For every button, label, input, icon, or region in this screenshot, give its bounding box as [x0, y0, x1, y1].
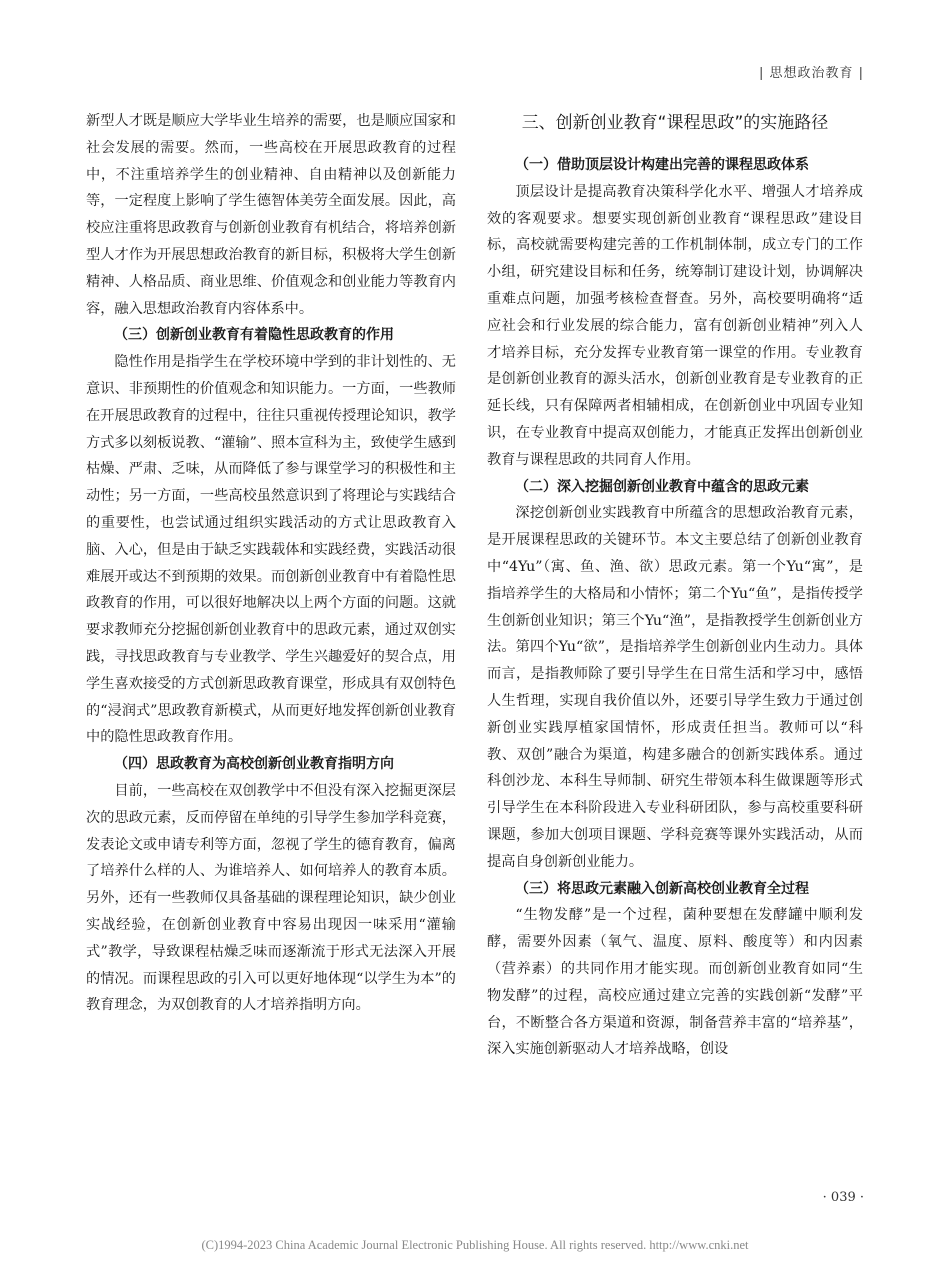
paragraph: “生物发酵”是一个过程，菌种要想在发酵罐中顺利发酵，需要外因素（氧气、温度、原料、酸度等）和内因素（营养素）的共同作用才能实现。而创新创业教育如同“生物发酵”的过程，高校应通过建立完善的实践创新“发酵”平台，不断整合各方渠道和资源，制备营养丰富的“培养基”，深入实施创新驱动人才培养战略，创设 — [487, 907, 863, 1058]
section-heading: （三）将思政元素融入创新高校创业教育全过程 — [515, 880, 809, 897]
page-number: · 039 · — [822, 1190, 864, 1205]
section-heading: （三）创新创业教育有着隐性思政教育的作用 — [114, 327, 394, 344]
paragraph: 顶层设计是提高教育决策科学化水平、增强人才培养成效的客观要求。想要实现创新创业教育“课程思政”建设目标，高校就需要构建完善的工作机制体制，成立专门的工作小组，研究建设目标和任务，统筹制订建设计划，协调解决重难点问题，加强考核检查督查。另外，高校要明确将“适应社会和行业发展的综合能力，富有创新创业精神”列入人才培养目标，充分发挥专业教育第一课堂的作用。专业教育是创新创业教育的源头活水，创新创业教育是专业教育的正延长线，只有保障两者相辅相成，在创新创业中巩固专业知识，在专业教育中提高双创能力，才能真正发挥出创新创业教育与课程思政的共同育人作用。 — [487, 183, 863, 468]
right-column — [487, 108, 863, 1063]
paragraph: 深挖创新创业实践教育中所蕴含的思想政治教育元素，是开展课程思政的关键环节。本文主要总结了创新创业教育中“4Yu”（寓、鱼、渔、欲）思政元素。第一个Yu“寓”，是指培养学生的大格局和小情怀；第二个Yu“鱼”，是指传授学生创新创业知识；第三个Yu“渔”，是指教授学生创新创业方法。第四个Yu“欲”，是指培养学生创新创业内生动力。具体而言，是指教师除了要引导学生在日常生活和学习中，感悟人生哲理，实现自我价值以外，还要引导学生致力于通过创新创业实践厚植家国情怀，形成责任担当。教师可以“科教、双创”融合为渠道，构建多融合的创新实践体系。通过科创沙龙、本科生导师制、研究生带领本科生做课题等形式引导学生在本科阶段进入专业科研团队，参与高校重要科研课题，参加大创项目课题、学科竞赛等课外实践活动，从而提高自身创新创业能力。 — [487, 505, 863, 870]
section-heading: （一）借助顶层设计构建出完善的课程思政体系 — [515, 157, 809, 173]
chapter-title: 三、创新创业教育“课程思政”的实施路径 — [521, 113, 829, 133]
running-header: | 思想政治教育 | — [758, 66, 864, 81]
copyright-footer: (C)1994-2023 China Academic Journal Electronic Publishing House. All rights reserved. http://www.cnki.net — [201, 1238, 749, 1252]
section-heading: （二）深入挖掘创新创业教育中蕴含的思政元素 — [515, 478, 809, 495]
paragraph: 目前，一些高校在双创教学中不但没有深入挖掘更深层次的思政元素，反而停留在单纯的引导学生参加学科竞赛，发表论文或申请专利等方面，忽视了学生的德育教育，偏离了培养什么样的人、为谁培养人、如何培养人的教育本质。另外，还有一些教师仅具备基础的课程理论知识，缺少创业实战经验，在创新创业教育中容易出现因一味采用“灌输式”教学，导致课程枯燥乏味而逐渐流于形式无法深入开展的情况。而课程思政的引入可以更好地体现“以学生为本”的教育理念，为双创教育的人才培养指明方向。 — [86, 782, 456, 1014]
left-column — [86, 108, 456, 1019]
paragraph: 隐性作用是指学生在学校环境中学到的非计划性的、无意识、非预期性的价值观念和知识能力。一方面，一些教师在开展思政教育的过程中，往往只重视传授理论知识，教学方式多以刻板说教、“灌输”、照本宣科为主，致使学生感到枯燥、严肃、乏味，从而降低了参与课堂学习的积极性和主动性；另一方面，一些高校虽然意识到了将理论与实践结合的重要性，也尝试通过组织实践活动的方式让思政教育入脑、入心，但是由于缺乏实践载体和实践经费，实践活动很难展开或达不到预期的效果。而创新创业教育中有着隐性思政教育的作用，可以很好地解决以上两个方面的问题。这就要求教师充分挖掘创新创业教育中的思政元素，通过双创实践，寻找思政教育与专业教学、学生兴趣爱好的契合点，用学生喜欢接受的方式创新思政教育课堂，形成具有双创特色的“浸润式”思政教育新模式，从而更好地发挥创新创业教育中的隐性思政教育作用。 — [86, 354, 456, 746]
section-heading: （四）思政教育为高校创新创业教育指明方向 — [114, 756, 394, 773]
paragraph: 新型人才既是顺应大学毕业生培养的需要，也是顺应国家和社会发展的需要。然而，一些高校在开展思政教育的过程中，不注重培养学生的创业精神、自由精神以及创新能力等，一定程度上影响了学生德智体美劳全面发展。因此，高校应注重将思政教育与创新创业教育有机结合，将培养创新型人才作为开展思想政治教育的新目标，积极将大学生创新精神、人格品质、商业思维、价值观念和创业能力等教育内容，融入思想政治教育内容体系中。 — [86, 113, 456, 317]
